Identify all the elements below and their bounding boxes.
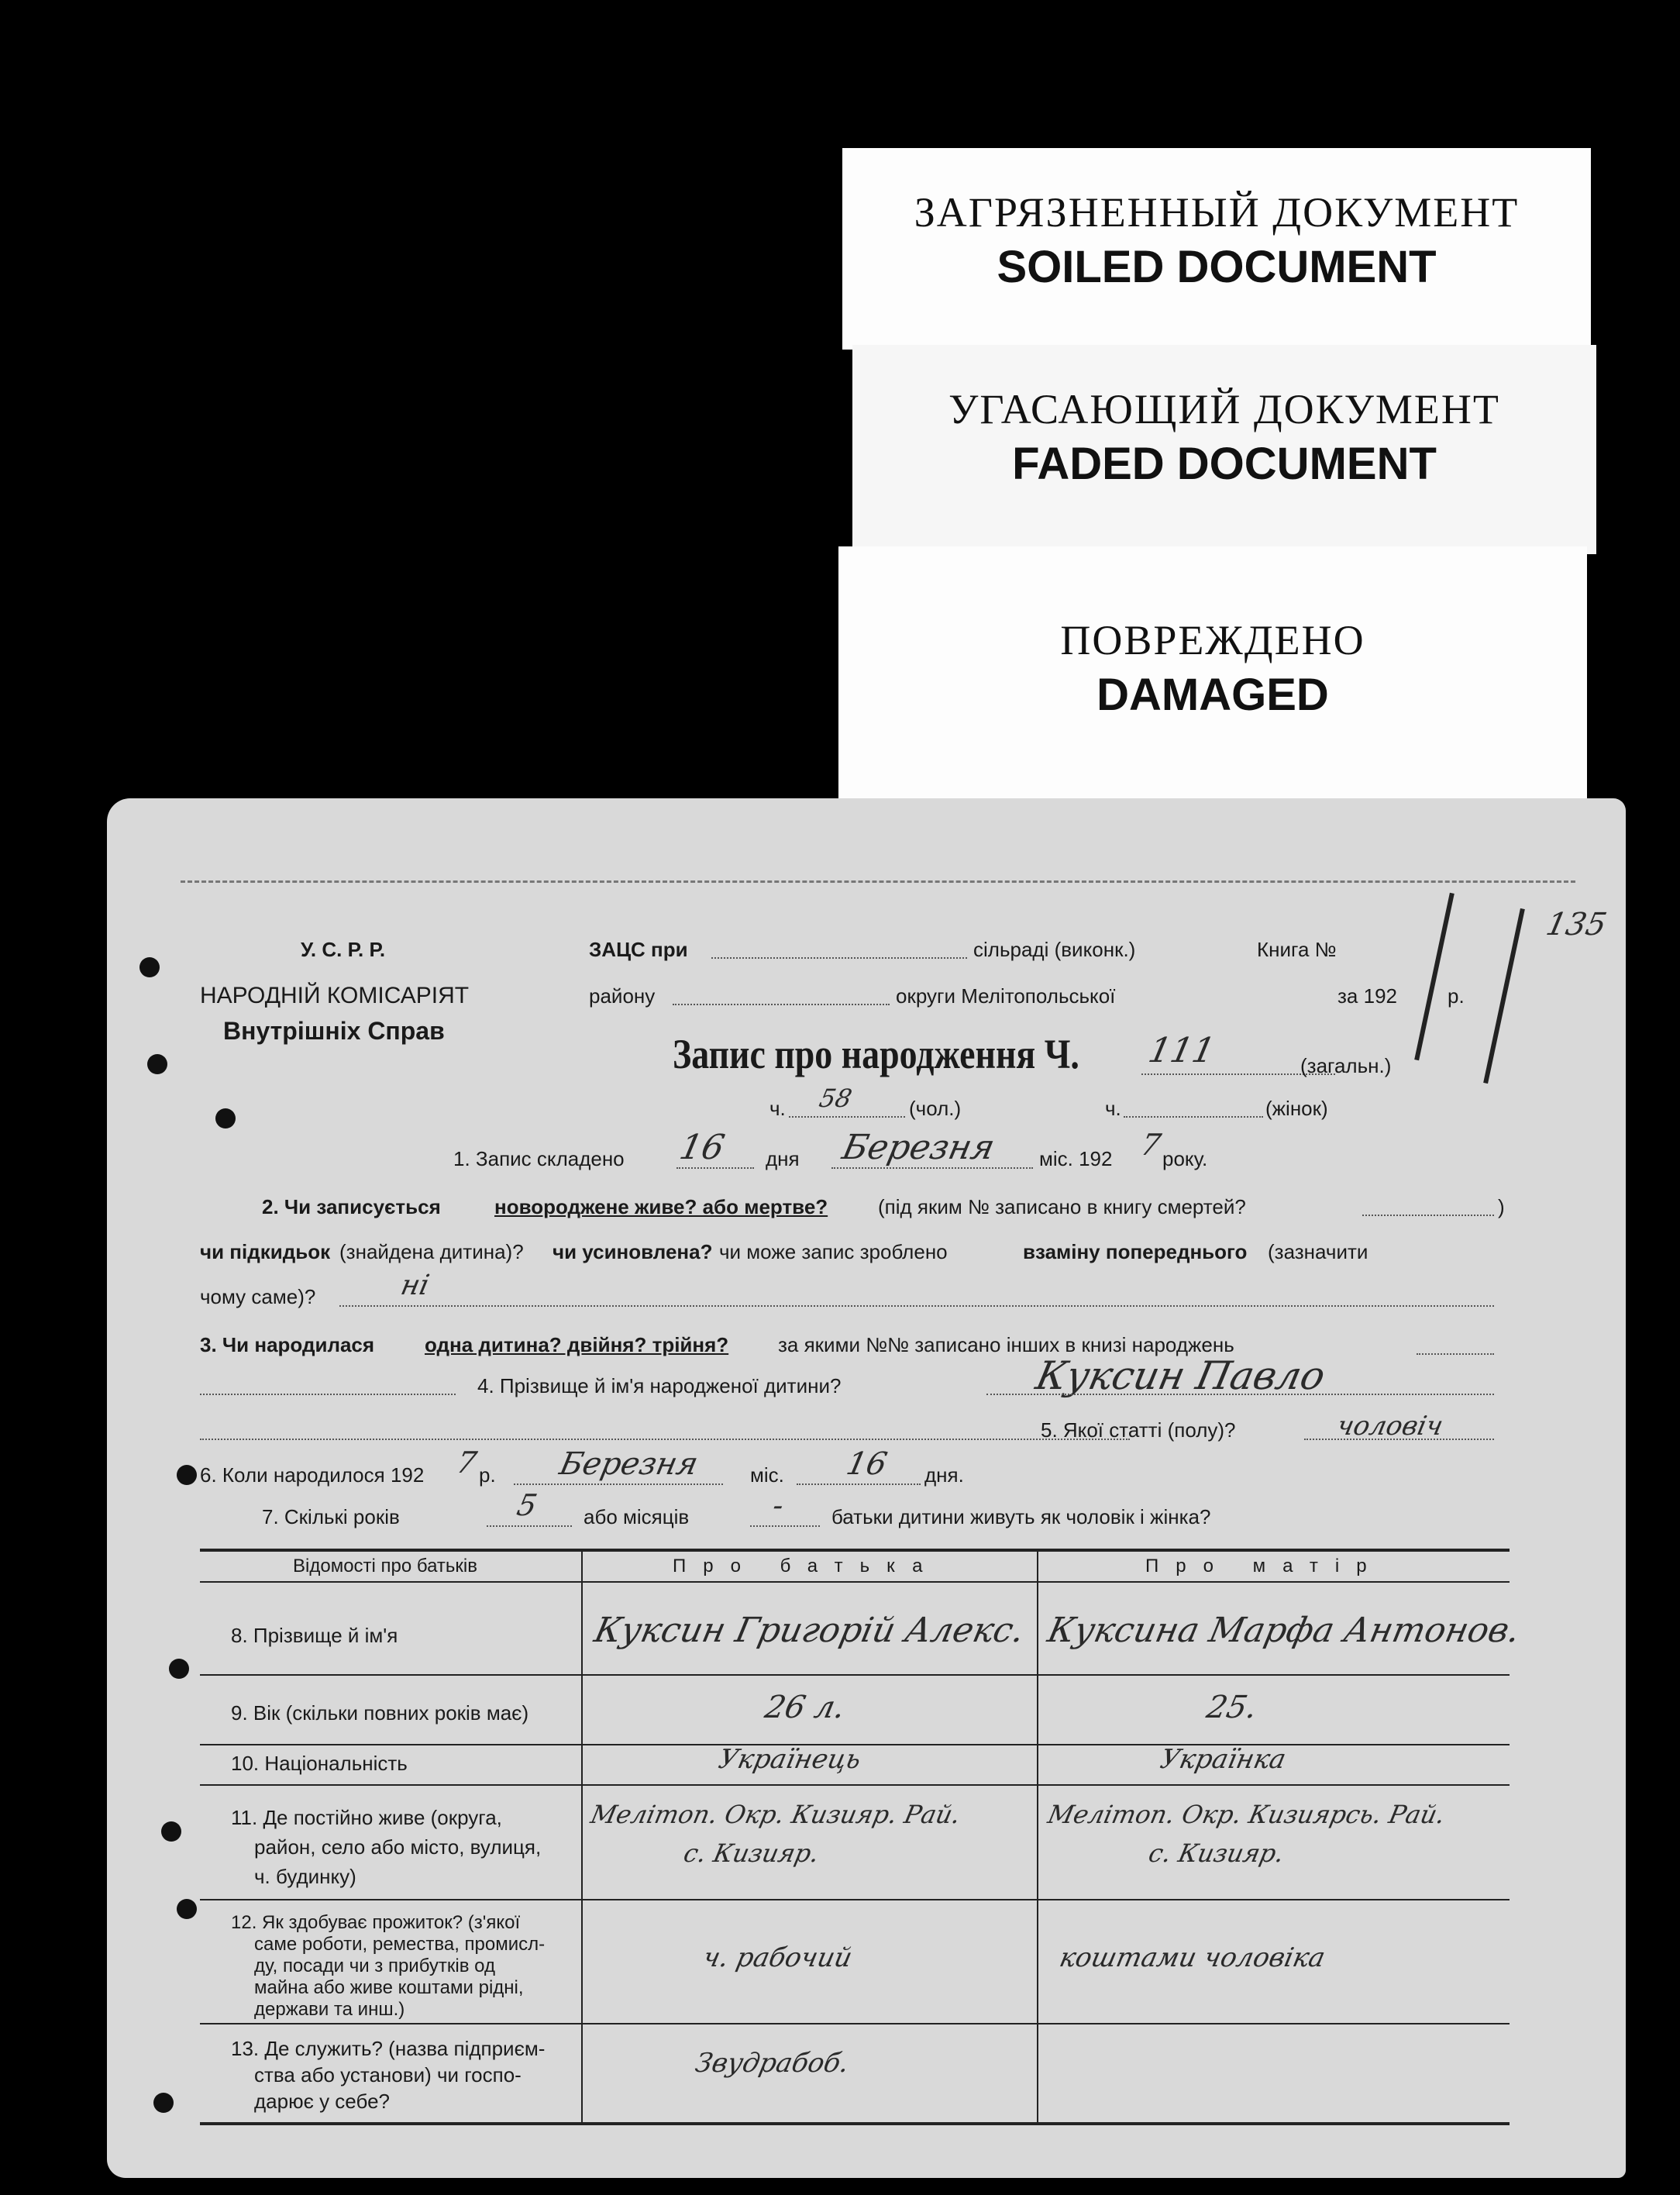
ussr-label: У. С. Р. Р. — [301, 938, 386, 961]
father-value-line: с. Кизияр. — [680, 1838, 822, 1868]
q6-day: 16 — [843, 1446, 890, 1482]
punch-hole — [139, 957, 160, 977]
row-border — [200, 2023, 1510, 2024]
q5-dotline — [1304, 1439, 1494, 1440]
rayon-suffix: округи Мелітопольської — [896, 984, 1116, 1008]
row-label-line: ства або установи) чи госпо- — [254, 2063, 522, 2086]
q3-c: за якими №№ записано інших в книзі народжень — [778, 1333, 1234, 1356]
zags-prefix: ЗАЦС при — [589, 938, 688, 961]
q2-line2-d: чи може запис зроблено — [719, 1240, 948, 1263]
corner-number: 135 — [1543, 907, 1610, 942]
q7-months-dotline — [750, 1525, 820, 1527]
father-value-line: Мелітоп. Окр. Кизияр. Рай. — [587, 1800, 963, 1829]
punch-hole — [215, 1108, 236, 1129]
table-header-father: Про батька — [673, 1556, 940, 1576]
father-value: 26 л. — [762, 1690, 849, 1725]
q1-day: 16 — [676, 1128, 728, 1167]
row-label-line: 13. Де служить? (назва підприєм- — [231, 2037, 546, 2060]
q2-line1-c: (під яким № записано в книгу смертей? — [878, 1195, 1246, 1218]
q2-line1-b: новороджене живе? або мертве? — [494, 1195, 828, 1218]
q5-label: 5. Якої статті (полу)? — [1041, 1418, 1236, 1442]
record-number: 111 — [1145, 1031, 1219, 1070]
year-label: за 192 — [1337, 984, 1397, 1008]
mother-value: коштами чоловіка — [1056, 1942, 1328, 1973]
year-suffix: р. — [1448, 984, 1465, 1008]
father-value: Куксин Григорій Алекс. — [590, 1611, 1028, 1650]
q2-answer-dotline — [339, 1305, 1494, 1307]
row-label-line: дарює у себе? — [254, 2090, 390, 2113]
row-label-line: майна або живе коштами рідні, — [254, 1977, 524, 1998]
q7-prefix: 7. Скількі років — [262, 1505, 400, 1528]
row-label-line: 11. Де постійно живе (округа, — [231, 1806, 502, 1829]
father-value: ч. рабочий — [700, 1942, 855, 1973]
table-header-border — [200, 1581, 1510, 1583]
damaged-en-label: DAMAGED — [1096, 670, 1329, 720]
q1-prefix: 1. Запис складено — [453, 1147, 625, 1170]
mother-value: Українка — [1157, 1744, 1289, 1775]
zags-dotline — [711, 957, 967, 959]
q6-dnya: дня. — [924, 1463, 964, 1487]
q2-line3: чому саме)? — [200, 1285, 316, 1308]
q2-dotline — [1362, 1215, 1494, 1216]
row-label-line: ду, посади чи з прибутків од — [254, 1956, 495, 1976]
q1-day-dotline — [676, 1167, 754, 1169]
q6-month-dotline — [514, 1483, 723, 1485]
row-label: 10. Національність — [231, 1752, 408, 1775]
damaged-document-card — [838, 546, 1587, 810]
male-dotline — [789, 1116, 905, 1118]
q5-leading-dotline — [200, 1439, 1130, 1440]
internal-affairs-label: Внутрішніх Справ — [223, 1017, 445, 1045]
damaged-ru-label: ПОВРЕЖДЕНО — [1060, 617, 1365, 663]
zags-suffix: сільраді (виконк.) — [973, 938, 1136, 961]
q3-a: 3. Чи народилася — [200, 1333, 375, 1356]
punch-hole — [153, 2093, 174, 2113]
q7-years: 5 — [514, 1488, 540, 1522]
row-label: 8. Прізвище й ім'я — [231, 1624, 398, 1647]
rayon-dotline — [673, 1004, 890, 1005]
q2-line2-b: (знайдена дитина)? — [339, 1240, 524, 1263]
q2-line1-d: ) — [1498, 1195, 1505, 1218]
q3-dotline-2 — [200, 1394, 456, 1395]
soiled-document-card — [842, 148, 1591, 350]
faded-en-label: FADED DOCUMENT — [1012, 439, 1437, 489]
mother-value-line: Мелітоп. Окр. Кизиярсь. Рай. — [1045, 1800, 1448, 1829]
q2-line2-f: (зазначити — [1268, 1240, 1368, 1263]
q2-line2-e: взаміну попереднього — [1023, 1240, 1248, 1263]
father-value: Українець — [715, 1744, 864, 1775]
q4-dotline — [986, 1394, 1494, 1395]
father-value: Звудрабоб. — [692, 2048, 852, 2079]
birth-record-form — [107, 798, 1626, 2178]
punch-hole — [169, 1659, 189, 1679]
q2-answer: ні — [398, 1270, 432, 1301]
soiled-ru-label: ЗАГРЯЗНЕННЫЙ ДОКУМЕНТ — [914, 189, 1520, 236]
female-suffix: (жінок) — [1265, 1097, 1328, 1120]
row-border — [200, 1899, 1510, 1900]
general-label: (загальн.) — [1300, 1054, 1392, 1077]
punch-hole — [147, 1054, 167, 1074]
q2-line2-a: чи підкидьок — [200, 1240, 331, 1263]
faded-document-card — [852, 345, 1596, 554]
q7-years-dotline — [487, 1525, 572, 1527]
q4-answer: Куксин Павло — [1031, 1353, 1330, 1398]
row-label-line: 12. Як здобуває прожиток? (з'якої — [231, 1912, 521, 1933]
q6-day-dotline — [797, 1483, 921, 1485]
handwritten-stroke — [1483, 908, 1525, 1084]
handwritten-stroke — [1414, 893, 1455, 1060]
q6-r: р. — [479, 1463, 496, 1487]
q1-end: року. — [1162, 1147, 1208, 1170]
q1-month-dotline — [831, 1167, 1033, 1169]
q6-year-digit: 7 — [453, 1446, 480, 1480]
table-top-border — [200, 1549, 1510, 1552]
book-label: Книга № — [1257, 938, 1337, 961]
female-label: ч. — [1105, 1097, 1121, 1120]
table-bottom-border — [200, 2122, 1510, 2125]
q3-b: одна дитина? двійня? трійня? — [425, 1333, 729, 1356]
punch-hole — [177, 1899, 197, 1919]
table-col-border — [1037, 1549, 1038, 2122]
q1-mid: дня — [766, 1147, 800, 1170]
q7-suffix: батьки дитини живуть як чоловік і жінка? — [831, 1505, 1211, 1528]
row-border — [200, 1674, 1510, 1676]
q6-mis: міс. — [750, 1463, 784, 1487]
row-label: 9. Вік (скільки повних років має) — [231, 1701, 529, 1725]
punch-hole — [161, 1821, 181, 1842]
faded-ru-label: УГАСАЮЩИЙ ДОКУМЕНТ — [948, 386, 1500, 432]
soiled-en-label: SOILED DOCUMENT — [997, 242, 1437, 292]
table-header-mother: Про матір — [1145, 1556, 1384, 1576]
table-col-border — [581, 1549, 583, 2122]
q2-line2-c: чи усиновлена? — [553, 1240, 713, 1263]
perforation-line — [181, 880, 1575, 883]
row-label-line: район, село або місто, вулиця, — [254, 1835, 542, 1859]
q5-answer: чоловіч — [1334, 1411, 1446, 1442]
table-header-label: Відомості про батьків — [293, 1556, 477, 1576]
form-title: Запис про народження Ч. — [673, 1031, 1079, 1077]
mother-value: Куксина Марфа Антонов. — [1044, 1611, 1524, 1650]
q4-label: 4. Прізвище й ім'я народженої дитини? — [477, 1374, 842, 1397]
female-dotline — [1124, 1116, 1263, 1118]
male-suffix: (чол.) — [909, 1097, 962, 1120]
q3-dotline-end — [1417, 1353, 1494, 1355]
row-label-line: ч. будинку) — [254, 1865, 356, 1888]
q1-month: Березня — [838, 1128, 999, 1167]
male-number: 58 — [816, 1084, 855, 1113]
row-label-line: держави та инш.) — [254, 1999, 405, 2020]
row-border — [200, 1784, 1510, 1786]
q6-prefix: 6. Коли народилося 192 — [200, 1463, 425, 1487]
rayon-prefix: району — [589, 984, 656, 1008]
q7-months: - — [769, 1488, 787, 1522]
male-label: ч. — [769, 1097, 786, 1120]
row-label-line: саме роботи, ремества, промисл- — [254, 1934, 546, 1955]
mother-value: 25. — [1203, 1690, 1261, 1725]
q1-suffix: міс. 192 — [1039, 1147, 1113, 1170]
q2-line1-a: 2. Чи записується — [262, 1195, 441, 1218]
q7-mid: або місяців — [584, 1505, 690, 1528]
mother-value-line: с. Кизияр. — [1145, 1838, 1287, 1868]
commissariat-label: НАРОДНІЙ КОМІСАРІЯТ — [200, 983, 470, 1008]
q1-year-digit: 7 — [1138, 1128, 1164, 1162]
q6-month: Березня — [556, 1446, 701, 1482]
punch-hole — [177, 1465, 197, 1485]
